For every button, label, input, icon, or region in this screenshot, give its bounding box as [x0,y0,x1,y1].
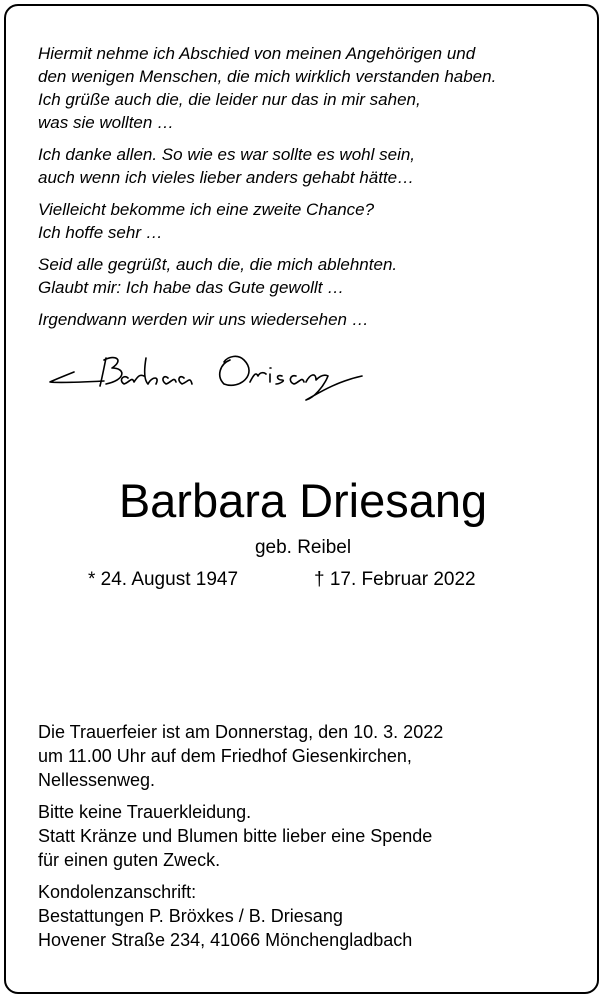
info-line: Kondolenzanschrift: [38,882,197,902]
poem-stanza [38,143,578,189]
maiden-name: geb. Reibel [254,537,352,558]
poem-line: Glaubt mir: Ich habe das Gute gewollt … [38,278,345,297]
poem-stanza [38,253,578,299]
death-date: † 17. Februar 2022 [314,569,476,590]
poem-line: Hiermit nehme ich Abschied von meinen Angehörigen und [38,44,476,63]
info-line: Nellessenweg. [38,770,156,790]
info-block [38,720,578,792]
poem-line: Ich danke allen. So wie es war sollte es wohl sein, [38,145,416,164]
info-block [38,880,578,952]
info-line: Bestattungen P. Bröxkes / B. Driesang [38,906,343,926]
poem-line: Irgendwann werden wir uns wiedersehen … [38,310,369,329]
poem-stanza [38,308,578,331]
info-block [38,800,578,872]
info-line: um 11.00 Uhr auf dem Friedhof Giesenkirchen, [38,746,412,766]
info-line: für einen guten Zweck. [38,850,221,870]
info-line: Bitte keine Trauerkleidung. [38,802,252,822]
poem-line: Ich hoffe sehr … [38,223,163,242]
deceased-name: Barbara Driesang [118,474,488,527]
poem-stanza [38,42,578,134]
farewell-poem [38,42,578,340]
birth-date: * 24. August 1947 [88,569,239,590]
poem-line: Ich grüße auch die, die leider nur das in mir sahen, [38,90,421,109]
poem-line: den wenigen Menschen, die mich wirklich verstanden haben. [38,67,497,86]
poem-stanza [38,198,578,244]
poem-line: Seid alle gegrüßt, auch die, die mich ablehnten. [38,255,398,274]
info-line: Hovener Straße 234, 41066 Mönchengladbach [38,930,413,950]
handwritten-signature [44,346,364,406]
info-line: Die Trauerfeier ist am Donnerstag, den 10. 3. 2022 [38,722,444,742]
poem-line: auch wenn ich vieles lieber anders gehabt hätte… [38,168,415,187]
poem-line: Vielleicht bekomme ich eine zweite Chance? [38,200,375,219]
funeral-information [38,720,578,960]
info-line: Statt Kränze und Blumen bitte lieber eine Spende [38,826,433,846]
poem-line: was sie wollten … [38,113,175,132]
